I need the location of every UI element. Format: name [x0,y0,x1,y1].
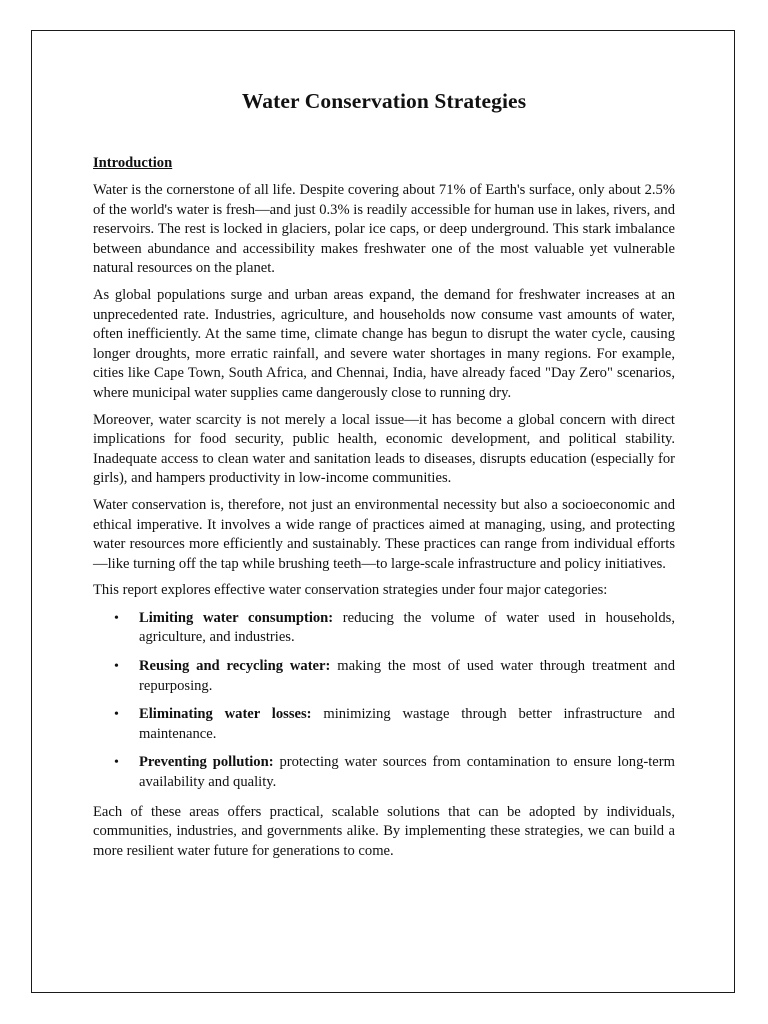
document-body [93,86,675,861]
section-heading-introduction: Introduction [93,155,173,171]
bullet-icon: • [114,755,119,771]
list-item-term: Reusing and recycling water: [139,658,331,675]
strategy-list [93,609,675,793]
bullet-icon: • [114,659,119,675]
paragraph: Water is the cornerstone of all life. Despite covering about 71% of Earth's surface, only about 2.5% of the world's water is fresh—and just 0.3% is readily accessible for human use in lakes, rivers, and reservoirs. The rest is locked in glaciers, polar ice caps, or deep underground. This stark imbalance between abundance and accessibility makes freshwater one of the most valuable yet vulnerable natural resources on the planet. [93,182,675,277]
closing-paragraph: Each of these areas offers practical, scalable solutions that can be adopted by individuals, communities, industries, and governments alike. By implementing these strategies, we can build a more resilient water future for generations to come. [93,803,675,859]
paragraph: Water conservation is, therefore, not just an environmental necessity but also a socioeconomic and ethical imperative. It involves a wide range of practices aimed at managing, using, and protecting water resources more efficiently and sustainably. These practices can range from individual efforts—like turning off the tap while brushing teeth—to large-scale infrastructure and policy initiatives. [93,496,675,572]
list-item-text: minimizing wastage through better infrastructure and maintenance. [139,706,675,742]
bullet-icon: • [114,707,119,723]
paragraph: As global populations surge and urban areas expand, the demand for freshwater increases at an unprecedented rate. Industries, agriculture, and households now consume vast amounts of water, often inefficiently. At the same time, climate change has begun to disrupt the water cycle, causing longer droughts, more erratic rainfall, and severe water shortages in many regions. For example, cities like Cape Town, South Africa, and Chennai, India, have already faced "Day Zero" scenarios, where municipal water supplies came dangerously close to running dry. [93,286,675,401]
list-item-text: protecting water sources from contamination to ensure long-term availability and quality. [139,754,675,791]
list-item-term: Eliminating water losses: [139,706,312,723]
bullet-icon: • [114,610,119,626]
list-item-text: making the most of used water through treatment and repurposing. [139,658,675,694]
list-item-term: Preventing pollution: [139,754,274,771]
document-title: Water Conservation Strategies [241,89,527,113]
list-item [93,753,675,792]
list-item [93,657,675,696]
paragraph: This report explores effective water conservation strategies under four major categories: [93,582,608,599]
list-item [93,609,675,648]
paragraph: Moreover, water scarcity is not merely a local issue—it has become a global concern with direct implications for food security, public health, economic development, and political stability. Inadequate access to clean water and sanitation leads to diseases, disrupts education (especially for girls), and hampers productivity in low-income communities. [93,411,675,487]
list-item [93,705,675,744]
list-item-text: reducing the volume of water used in households, agriculture, and industries. [139,609,675,646]
list-item-term: Limiting water consumption: [139,609,334,626]
